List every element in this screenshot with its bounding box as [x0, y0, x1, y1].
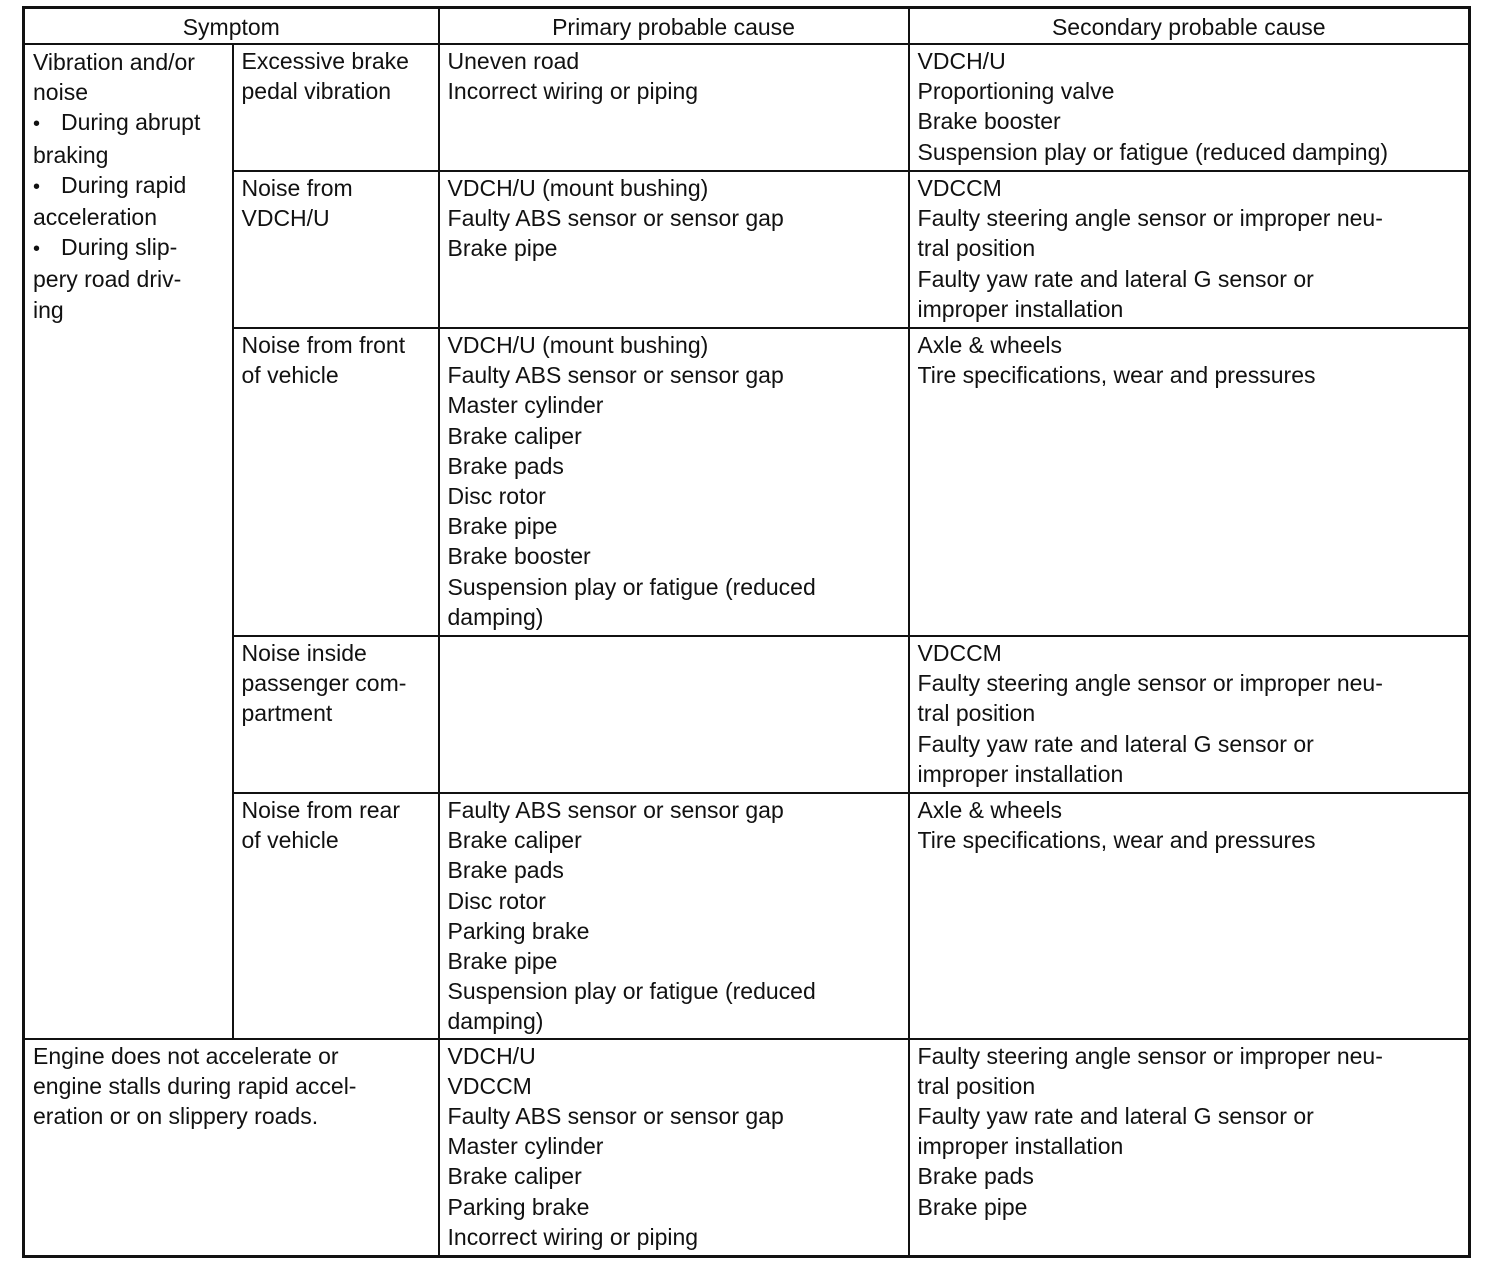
diagnosis-table — [22, 6, 1471, 1258]
cause-item: Incorrect wiring or piping — [447, 1223, 699, 1250]
table-row — [24, 44, 1470, 171]
cause-item: Proportioning valve — [917, 78, 1115, 105]
cause-item: Brake pads — [917, 1163, 1034, 1190]
symptom-cell-vibration-noise — [24, 44, 233, 1039]
condition-text: braking — [33, 141, 109, 168]
condition-item — [33, 107, 225, 139]
page — [22, 6, 1468, 1258]
secondary-cause-cell — [909, 171, 1470, 328]
condition-text: During slip- — [61, 234, 178, 261]
sub-symptom-text: Noise inside — [241, 640, 367, 666]
cause-item: VDCH/U (mount bushing) — [447, 175, 709, 201]
cause-item: VDCCM — [447, 1072, 532, 1099]
cause-item: Faulty steering angle sensor or improper neu- — [917, 1042, 1383, 1069]
sub-symptom-cell — [233, 171, 439, 328]
cause-item: Parking brake — [447, 1193, 590, 1220]
cause-item: VDCH/U — [447, 1042, 536, 1069]
cause-item: improper installation — [917, 295, 1124, 322]
header-secondary-cause: Secondary probable cause — [909, 8, 1470, 45]
cause-item: Suspension play or fatigue (reduced — [447, 978, 816, 1005]
table-row — [24, 636, 1470, 793]
condition-item — [33, 232, 225, 264]
cause-item: Faulty ABS sensor or sensor gap — [447, 205, 784, 232]
cause-item: Faulty yaw rate and lateral G sensor or — [917, 1103, 1314, 1130]
secondary-cause-cell — [909, 328, 1470, 636]
cause-item: Brake caliper — [447, 827, 582, 854]
sub-symptom-text: of vehicle — [241, 362, 339, 389]
sub-symptom-text: Excessive brake — [241, 48, 409, 74]
sub-symptom-cell — [233, 44, 439, 171]
table-row — [24, 1039, 1470, 1257]
cause-item: Axle & wheels — [917, 797, 1062, 823]
bullet-icon: • — [33, 175, 41, 198]
table-row — [24, 793, 1470, 1039]
condition-text: pery road driv- — [33, 266, 182, 293]
sub-symptom-text: Noise from rear — [241, 797, 400, 823]
cause-item: Suspension play or fatigue (reduced damping) — [917, 138, 1389, 165]
symptom-text: engine stalls during rapid accel- — [33, 1072, 357, 1099]
header-row — [24, 8, 1470, 45]
cause-item: Brake pads — [447, 452, 564, 479]
condition-text: acceleration — [33, 204, 158, 231]
sub-symptom-text: partment — [241, 700, 333, 727]
symptom-cell-engine — [24, 1039, 439, 1257]
cause-item: improper installation — [917, 1133, 1124, 1160]
cause-item: Master cylinder — [447, 392, 604, 419]
condition-text: During rapid — [61, 171, 187, 198]
cause-item: Faulty ABS sensor or sensor gap — [447, 362, 784, 389]
sub-symptom-text: passenger com- — [241, 670, 407, 697]
condition-text: ing — [33, 296, 64, 323]
secondary-cause-cell — [909, 636, 1470, 793]
sub-symptom-cell — [233, 636, 439, 793]
cause-item: Brake caliper — [447, 422, 582, 449]
symptom-text: Engine does not accelerate or — [33, 1042, 339, 1069]
cause-item: Parking brake — [447, 917, 590, 944]
cause-item: Master cylinder — [447, 1133, 604, 1160]
cause-item: VDCCM — [917, 175, 1002, 201]
cause-item: improper installation — [917, 760, 1124, 787]
sub-symptom-cell — [233, 328, 439, 636]
cause-item: Disc rotor — [447, 887, 546, 914]
cause-item: tral position — [917, 235, 1036, 262]
primary-cause-cell — [439, 636, 909, 793]
cause-item: Faulty yaw rate and lateral G sensor or — [917, 730, 1314, 757]
bullet-icon: • — [33, 113, 41, 136]
sub-symptom-text: of vehicle — [241, 827, 339, 854]
symptom-text: eration or on slippery roads. — [33, 1103, 319, 1130]
sub-symptom-text: Noise from front — [241, 332, 406, 358]
cause-item: Faulty steering angle sensor or improper neu- — [917, 670, 1383, 697]
symptom-text: noise — [33, 79, 88, 106]
bullet-icon: • — [33, 238, 41, 261]
cause-item: VDCH/U (mount bushing) — [447, 332, 709, 358]
cause-item: tral position — [917, 1072, 1036, 1099]
cause-item: Suspension play or fatigue (reduced — [447, 573, 816, 600]
cause-item: Incorrect wiring or piping — [447, 78, 699, 105]
cause-item: Brake pads — [447, 857, 564, 884]
cause-item: Brake pipe — [447, 513, 558, 540]
symptom-text: Vibration and/or — [33, 49, 195, 75]
cause-item: VDCCM — [917, 640, 1002, 666]
cause-item: tral position — [917, 700, 1036, 727]
cause-item: Tire specifications, wear and pressures — [917, 362, 1316, 389]
table-row — [24, 328, 1470, 636]
sub-symptom-cell — [233, 793, 439, 1039]
header-primary-cause: Primary probable cause — [439, 8, 909, 45]
table-row — [24, 171, 1470, 328]
primary-cause-cell — [439, 793, 909, 1039]
cause-item: damping) — [447, 603, 544, 630]
cause-item: damping) — [447, 1008, 544, 1035]
secondary-cause-cell — [909, 793, 1470, 1039]
cause-item: Faulty ABS sensor or sensor gap — [447, 1103, 784, 1130]
cause-item: Tire specifications, wear and pressures — [917, 827, 1316, 854]
cause-item: Brake caliper — [447, 1163, 582, 1190]
cause-item: Brake pipe — [447, 235, 558, 262]
primary-cause-cell — [439, 1039, 909, 1257]
cause-item: Brake booster — [447, 543, 591, 570]
sub-symptom-text: VDCH/U — [241, 205, 330, 232]
cause-item: Brake booster — [917, 108, 1061, 135]
cause-item: Faulty yaw rate and lateral G sensor or — [917, 265, 1314, 292]
cause-item: Uneven road — [447, 48, 580, 74]
secondary-cause-cell — [909, 1039, 1470, 1257]
sub-symptom-text: Noise from — [241, 175, 353, 201]
cause-item: Axle & wheels — [917, 332, 1062, 358]
cause-item: VDCH/U — [917, 48, 1006, 74]
condition-item — [33, 170, 225, 202]
cause-item: Faulty ABS sensor or sensor gap — [447, 797, 784, 823]
secondary-cause-cell — [909, 44, 1470, 171]
cause-item: Brake pipe — [447, 948, 558, 975]
primary-cause-cell — [439, 171, 909, 328]
primary-cause-cell — [439, 328, 909, 636]
cause-item: Brake pipe — [917, 1193, 1028, 1220]
sub-symptom-text: pedal vibration — [241, 78, 392, 105]
cause-item: Faulty steering angle sensor or improper neu- — [917, 205, 1383, 232]
cause-item: Disc rotor — [447, 483, 546, 510]
header-symptom: Symptom — [24, 8, 439, 45]
condition-text: During abrupt — [61, 109, 201, 136]
primary-cause-cell — [439, 44, 909, 171]
